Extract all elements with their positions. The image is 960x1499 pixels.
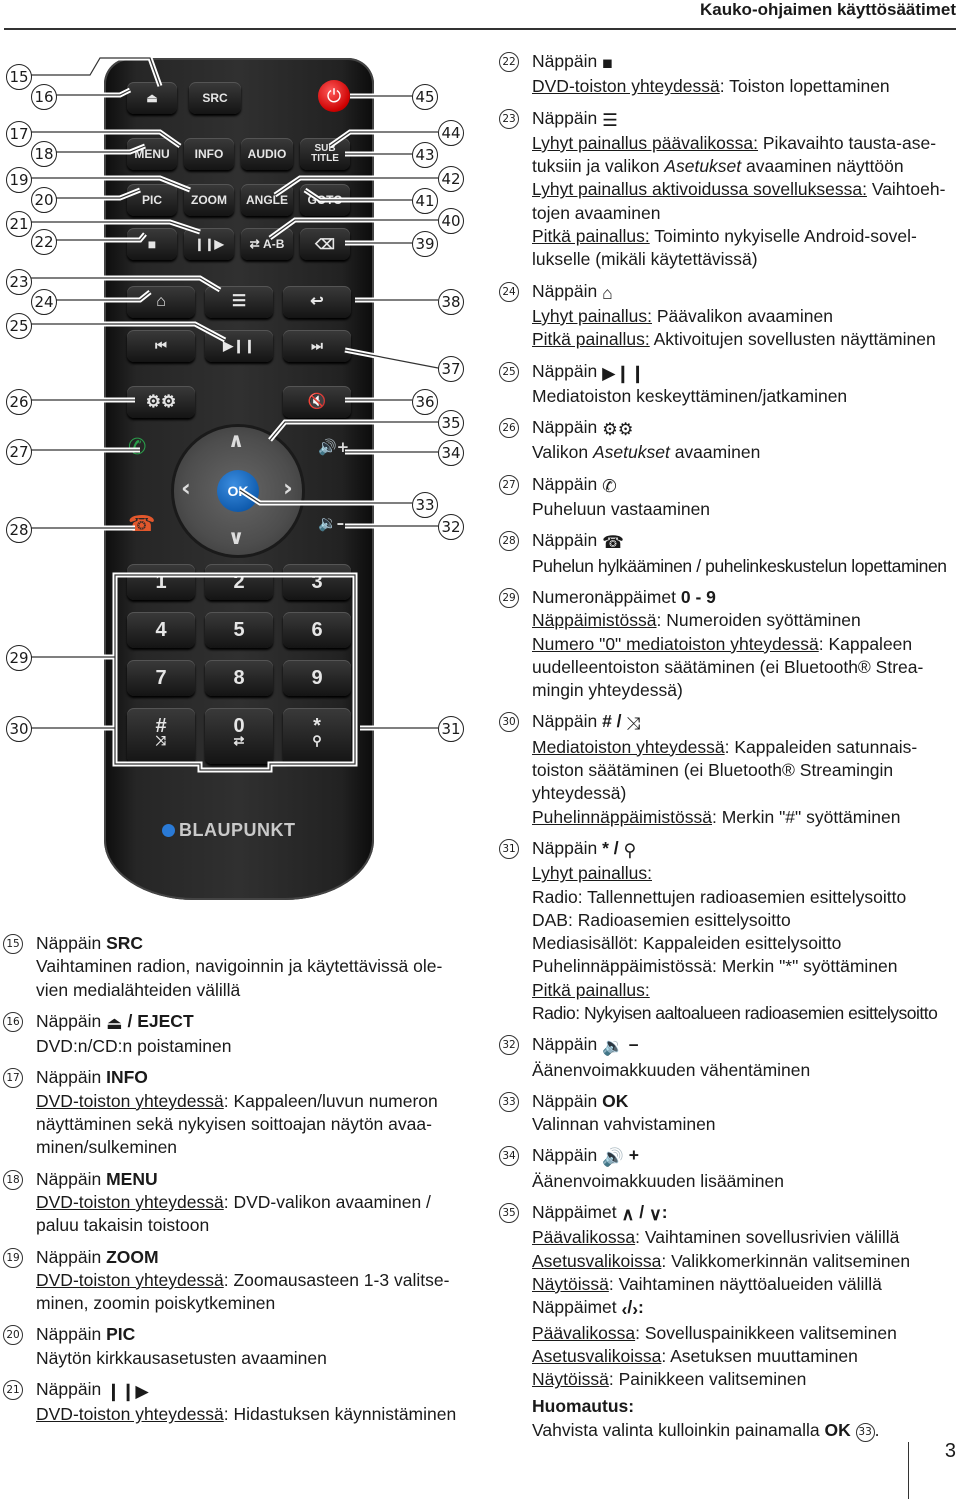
key-3: 3: [283, 564, 351, 600]
entry-28: 28 Näppäin ☎ Puhelun hylkääminen / puhelinkeskustelun lopettaminen: [496, 529, 960, 578]
ok-button: OK: [217, 470, 259, 512]
brand-logo: BLAUPUNKT: [162, 820, 296, 841]
callout-35: 35: [438, 410, 464, 436]
key-4: 4: [127, 612, 195, 648]
entry-27: 27 Näppäin ✆ Puheluun vastaaminen: [496, 473, 960, 522]
right-column: [496, 50, 960, 1442]
header-rule: [4, 28, 956, 30]
callout-18: 18: [31, 141, 57, 167]
callout-29: 29: [6, 645, 32, 671]
repeat-ab-button: ⇄ A-B: [241, 228, 293, 260]
eject-button: ⏏: [127, 82, 177, 114]
key-7: 7: [127, 660, 195, 696]
play-pause-icon: ▶❙❙: [602, 362, 645, 383]
audio-button: AUDIO: [241, 138, 293, 170]
entry-26: 26 Näppäin ⚙⚙ Valikon Asetukset avaaminen: [496, 416, 960, 465]
subtitle-button: SUB TITLE: [300, 138, 350, 170]
callout-16: 16: [31, 84, 57, 110]
play-pause-icon: ▶❙❙: [205, 330, 273, 362]
mute-icon: 🔇: [283, 386, 351, 418]
options-icon: ☰: [205, 286, 273, 318]
callout-42: 42: [438, 166, 464, 192]
callout-15: 15: [6, 64, 32, 90]
goto-button: GOTO: [300, 184, 350, 216]
up-arrow-icon: ∧: [621, 1204, 635, 1225]
volume-down-icon: 🔉: [602, 1036, 624, 1057]
page-header: [0, 0, 960, 34]
call-accept-icon: ✆: [128, 435, 147, 460]
note-text: Vahvista valinta kulloinkin painamalla OK 33 .: [532, 1419, 880, 1440]
callout-40: 40: [438, 208, 464, 234]
down-arrow-icon: ∨: [648, 1204, 662, 1225]
repeat-icon: ⇄: [233, 733, 245, 748]
callout-41: 41: [412, 188, 438, 214]
key-9: 9: [283, 660, 351, 696]
menu-button: MENU: [127, 138, 177, 170]
callout-20: 20: [31, 187, 57, 213]
callout-34: 34: [438, 440, 464, 466]
info-button: INFO: [184, 138, 234, 170]
callout-45: 45: [412, 84, 438, 110]
stop-icon: ■: [602, 53, 613, 73]
page-title: Kauko-ohjaimen käyttösäätimet: [699, 0, 956, 19]
stop-icon: ■: [127, 228, 177, 260]
back-icon: ↩: [283, 286, 351, 318]
backspace-icon: ⌫: [300, 228, 350, 260]
callout-26: 26: [6, 389, 32, 415]
callout-36: 36: [412, 389, 438, 415]
angle-button: ANGLE: [241, 184, 293, 216]
entry-34: 34 Näppäin 🔊 + Äänenvoimakkuuden lisääminen: [496, 1144, 960, 1193]
zoom-button: ZOOM: [184, 184, 234, 216]
up-arrow-icon: ∧: [228, 428, 245, 452]
callout-28: 28: [6, 517, 32, 543]
entry-16: 16 Näppäin ⏏ / EJECT DVD:n/CD:n poistaminen: [0, 1010, 470, 1059]
callout-38: 38: [438, 289, 464, 315]
entry-19: 19 Näppäin ZOOM DVD-toiston yhteydessä: Zoomausasteen 1-3 valitse- minen, zoomin poiskytkeminen: [0, 1246, 470, 1316]
callout-19: 19: [6, 167, 32, 193]
call-accept-icon: ✆: [602, 475, 617, 496]
remote-illustration: [0, 50, 470, 920]
callout-17: 17: [6, 121, 32, 147]
entry-29: 29 Numeronäppäimet 0 - 9 Näppäimistössä: Numeroiden syöttäminen Numero "0" mediatoiston yhteydessä: Kappaleen uudelleentoiston säätäminen (ei Bluetooth® Strea- mingin yhteydessä): [496, 586, 960, 702]
callout-44: 44: [438, 120, 464, 146]
right-arrow-icon: ›: [283, 474, 293, 502]
entry-30: 30 Näppäin # / ⤨ Mediatoiston yhteydessä: Kappaleiden satunnais- toiston säätäminen (ei Bluetooth® Streamingin yhteydessä) Puhelinnäppäimistössä: Merkin "#" syöttäminen: [496, 710, 960, 828]
callout-21: 21: [6, 211, 32, 237]
key-8: 8: [205, 660, 273, 696]
callout-43: 43: [412, 142, 438, 168]
callout-31: 31: [438, 716, 464, 742]
search-icon: ⚲: [312, 733, 322, 748]
key-hash: # ⤨: [127, 708, 195, 764]
callout-33: 33: [412, 492, 438, 518]
key-star: * ⚲: [283, 708, 351, 764]
left-arrow-icon: ‹: [181, 474, 191, 502]
previous-icon: ⏮: [127, 330, 195, 362]
src-button: SRC: [189, 82, 241, 114]
callout-27: 27: [6, 439, 32, 465]
pic-button: PIC: [127, 184, 177, 216]
left-column: [0, 932, 470, 1427]
entry-21: 21 Näppäin ❙❙▶ DVD-toiston yhteydessä: Hidastuksen käynnistäminen: [0, 1378, 470, 1427]
options-icon: ☰: [602, 109, 618, 130]
slow-motion-icon: ❙❙▶: [184, 228, 234, 260]
page-number-rule: [908, 1442, 909, 1499]
note-label: Huomautus:: [532, 1396, 635, 1417]
left-arrow-icon: ‹: [621, 1299, 628, 1320]
eject-icon: ⏏: [106, 1012, 123, 1033]
key-1: 1: [127, 564, 195, 600]
entry-20: 20 Näppäin PIC Näytön kirkkausasetusten avaaminen: [0, 1323, 470, 1370]
entry-33: 33 Näppäin OK Valinnan vahvistaminen: [496, 1090, 960, 1137]
callout-24: 24: [31, 289, 57, 315]
call-reject-icon: ☎: [602, 532, 624, 553]
volume-up-icon: 🔊: [602, 1147, 624, 1168]
home-icon: ⌂: [127, 286, 195, 318]
entry-31: 31 Näppäin * / ⚲ Lyhyt painallus: Radio: Tallennettujen radioasemien esittelysoitto DAB: Radioasemien esittelysoitto Mediasisällöt: Kappaleiden esittelysoitto Puhelinnäppäimistössä: Merkin "*" syöttäminen Pitkä painallus: Radio: Nykyisen aaltoalueen radioasemien esittelysoitto: [496, 837, 960, 1025]
volume-down-icon: 🔉–: [318, 514, 345, 532]
settings-icon: ⚙⚙: [127, 386, 195, 418]
entry-18: 18 Näppäin MENU DVD-toiston yhteydessä: DVD-valikon avaaminen / paluu takaisin toistoon: [0, 1168, 470, 1238]
entry-22: 22 Näppäin ■ DVD-toiston yhteydessä: Toiston lopettaminen: [496, 50, 960, 99]
callout-37: 37: [438, 356, 464, 382]
down-arrow-icon: ∨: [228, 525, 245, 549]
callout-25: 25: [6, 313, 32, 339]
entry-24: 24 Näppäin ⌂ Lyhyt painallus: Päävalikon avaaminen Pitkä painallus: Aktivoitujen sovellusten näyttäminen: [496, 280, 960, 352]
entry-23: 23 Näppäin ☰ Lyhyt painallus päävalikossa: Pikavaihto tausta-ase- tuksiin ja valikon Asetukset avaaminen näyttöön Lyhyt painallus aktivoidussa sovelluksessa: Vaihtoeh- tojen avaaminen Pitkä painallus: Toiminto nykyiselle Android-sovel- lukselle (mikäli käytettävissä): [496, 107, 960, 272]
page-number: 3: [944, 1440, 956, 1462]
callout-39: 39: [412, 231, 438, 257]
entry-25: 25 Näppäin ▶❙❙ Mediatoiston keskeyttäminen/jatkaminen: [496, 360, 960, 409]
call-reject-icon: ☎: [128, 512, 156, 537]
entry-32: 32 Näppäin 🔉 – Äänenvoimakkuuden vähentäminen: [496, 1033, 960, 1082]
settings-icon: ⚙⚙: [602, 419, 634, 440]
slow-motion-icon: ❙❙▶: [106, 1381, 149, 1402]
key-2: 2: [205, 564, 273, 600]
home-icon: ⌂: [602, 282, 613, 303]
search-icon: ⚲: [623, 839, 637, 860]
callout-23: 23: [6, 269, 32, 295]
shuffle-icon: ⤨: [155, 733, 167, 748]
right-arrow-icon: ›: [632, 1299, 639, 1320]
shuffle-icon: ⤨: [626, 713, 641, 734]
callout-30: 30: [6, 716, 32, 742]
entry-17: 17 Näppäin INFO DVD-toiston yhteydessä: Kappaleen/luvun numeron näyttäminen sekä nykyisen soittoajan näytön avaa- minen/sulkeminen: [0, 1066, 470, 1159]
volume-up-icon: 🔊+: [318, 438, 350, 456]
callout-22: 22: [31, 229, 57, 255]
callout-lines: [0, 50, 470, 920]
power-icon: ⏻: [318, 80, 350, 112]
key-6: 6: [283, 612, 351, 648]
next-icon: ⏭: [283, 330, 351, 362]
key-5: 5: [205, 612, 273, 648]
callout-32: 32: [438, 514, 464, 540]
entry-35: 35 Näppäimet ∧ / ∨: Päävalikossa: Vaihtaminen sovellusrivien välillä Asetusvalikoissa: Valikkomerkinnän valitseminen Näytöissä: Vaihtaminen näyttöalueiden välillä Näppäimet ‹/›: Päävalikossa: Sovelluspainikkeen valitseminen Asetusvalikoissa: Asetuksen muuttaminen Näytöissä: Painikkeen valitseminen Huomautus: Vahvista valinta kulloinkin painamalla OK 33 .: [496, 1201, 960, 1442]
key-0: 0 ⇄: [205, 708, 273, 764]
entry-15: 15 Näppäin SRC Vaihtaminen radion, navigoinnin ja käytettävissä ole- vien medialähteiden välillä: [0, 932, 470, 1002]
